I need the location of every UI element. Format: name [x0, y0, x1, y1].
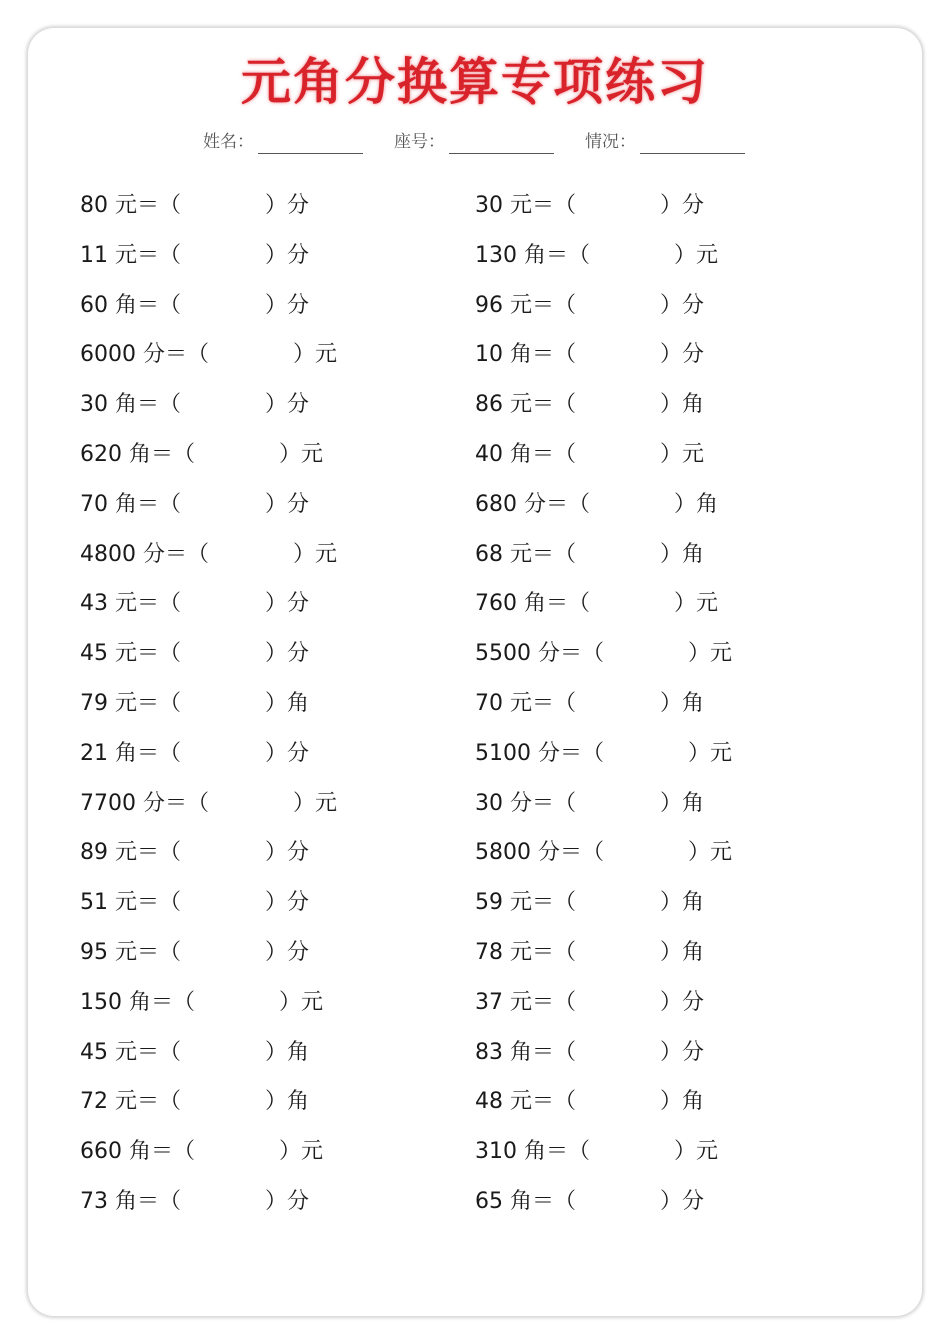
problem-left	[80, 286, 309, 326]
problem-row	[28, 186, 922, 236]
problem-unit: ）元	[279, 1139, 324, 1165]
problem-right	[475, 286, 704, 326]
problem-unit: ）分	[265, 491, 310, 517]
problem-right	[475, 535, 704, 575]
problem-question: 30 元＝（	[475, 193, 576, 218]
problem-left	[80, 833, 309, 873]
problem-unit: ）元	[674, 591, 719, 617]
problem-unit: ）分	[660, 342, 705, 368]
problem-question: 6000 分＝（	[80, 342, 209, 368]
problem-right	[475, 186, 704, 226]
problem-unit: ）分	[660, 989, 705, 1015]
problem-question: 78 元＝（	[475, 939, 576, 965]
problem-left	[80, 236, 309, 276]
problem-unit: ）元	[687, 840, 732, 866]
problem-left	[80, 933, 309, 973]
problem-right	[475, 485, 718, 525]
worksheet-page	[28, 28, 922, 1316]
problem-unit: ）角	[660, 690, 705, 716]
problem-question: 40 角＝（	[475, 441, 576, 467]
problem-unit: ）分	[265, 939, 310, 965]
problem-unit: ）元	[674, 242, 719, 268]
problem-right	[475, 584, 718, 624]
problem-unit: ）元	[292, 342, 337, 368]
problem-unit: ）角	[674, 491, 719, 517]
name-label: 姓名：	[203, 132, 254, 152]
problem-row	[28, 236, 922, 286]
problem-question: 310 角＝（	[475, 1139, 590, 1165]
problem-left	[80, 1182, 309, 1222]
problem-left	[80, 1033, 309, 1073]
problem-unit: ）分	[265, 641, 310, 667]
problem-unit: ）分	[265, 740, 310, 766]
problem-unit: ）分	[660, 1188, 705, 1214]
name-blank-line[interactable]	[258, 135, 363, 154]
problem-left	[80, 186, 309, 226]
problem-question: 7700 分＝（	[80, 790, 209, 816]
problem-question: 68 元＝（	[475, 541, 576, 567]
problem-question: 680 分＝（	[475, 491, 590, 517]
problem-unit: ）角	[660, 1089, 705, 1115]
problem-right	[475, 684, 704, 724]
problem-right	[475, 1082, 704, 1122]
problem-row	[28, 1082, 922, 1132]
problem-right	[475, 1132, 718, 1172]
problem-unit: ）分	[265, 1188, 310, 1214]
problem-unit: ）角	[265, 1089, 310, 1115]
problem-question: 83 角＝（	[475, 1039, 576, 1065]
problem-question: 79 元＝（	[80, 690, 181, 716]
status-field[interactable]	[585, 130, 745, 154]
problem-question: 65 角＝（	[475, 1188, 576, 1214]
name-field[interactable]	[203, 130, 363, 154]
problem-row	[28, 535, 922, 585]
problem-unit: ）角	[265, 690, 310, 716]
problem-unit: ）分	[660, 292, 705, 318]
problem-row	[28, 1182, 922, 1232]
problem-right	[475, 983, 704, 1023]
problem-unit: ）元	[687, 740, 732, 766]
problem-unit: ）元	[292, 790, 337, 816]
problem-left	[80, 385, 309, 425]
problem-right	[475, 385, 704, 425]
problem-unit: ）元	[292, 541, 337, 567]
problem-row	[28, 335, 922, 385]
problem-unit: ）角	[660, 790, 705, 816]
problem-question: 11 元＝（	[80, 242, 181, 268]
problem-left	[80, 435, 323, 475]
problem-question: 45 元＝（	[80, 641, 181, 667]
problem-unit: ）分	[265, 392, 310, 418]
student-info-row	[28, 130, 922, 154]
problem-question: 37 元＝（	[475, 989, 576, 1015]
problem-question: 4800 分＝（	[80, 541, 209, 567]
problem-question: 48 元＝（	[475, 1089, 576, 1115]
problem-right	[475, 1033, 704, 1073]
problem-question: 86 元＝（	[475, 392, 576, 418]
problem-right	[475, 236, 718, 276]
problem-question: 5100 分＝（	[475, 740, 604, 766]
problem-question: 96 元＝（	[475, 292, 576, 318]
problem-row	[28, 435, 922, 485]
problem-question: 59 元＝（	[475, 890, 576, 916]
problem-left	[80, 1132, 323, 1172]
problem-unit: ）分	[660, 1039, 705, 1065]
problem-left	[80, 1082, 309, 1122]
problem-question: 60 角＝（	[80, 292, 181, 318]
problem-question: 73 角＝（	[80, 1188, 181, 1214]
problem-right	[475, 634, 732, 674]
problem-unit: ）元	[279, 989, 324, 1015]
problem-right	[475, 933, 704, 973]
problem-right	[475, 335, 704, 375]
problem-unit: ）角	[660, 939, 705, 965]
problem-question: 130 角＝（	[475, 242, 590, 268]
problem-question: 70 角＝（	[80, 491, 181, 517]
problem-unit: ）角	[660, 890, 705, 916]
status-label: 情况：	[585, 132, 636, 152]
seat-blank-line[interactable]	[449, 135, 554, 154]
problem-question: 95 元＝（	[80, 939, 181, 965]
problem-row	[28, 1033, 922, 1083]
problem-question: 150 角＝（	[80, 989, 195, 1015]
problem-question: 10 角＝（	[475, 342, 576, 368]
seat-label: 座号：	[394, 132, 445, 152]
problem-unit: ）分	[265, 591, 310, 617]
problem-row	[28, 1132, 922, 1182]
problem-unit: ）元	[279, 441, 324, 467]
problem-unit: ）元	[660, 441, 705, 467]
problem-row	[28, 385, 922, 435]
problem-question: 21 角＝（	[80, 740, 181, 766]
seat-field[interactable]	[394, 130, 554, 154]
problem-list	[28, 186, 922, 1232]
problem-unit: ）分	[265, 242, 310, 268]
problem-left	[80, 584, 309, 624]
problem-row	[28, 684, 922, 734]
problem-question: 5800 分＝（	[475, 840, 604, 866]
problem-left	[80, 883, 309, 923]
problem-question: 72 元＝（	[80, 1089, 181, 1115]
problem-question: 660 角＝（	[80, 1139, 195, 1165]
problem-row	[28, 983, 922, 1033]
problem-unit: ）分	[265, 193, 310, 218]
problem-left	[80, 684, 309, 724]
problem-left	[80, 335, 337, 375]
page-title: 元角分换算专项练习	[241, 53, 709, 111]
problem-question: 760 角＝（	[475, 591, 590, 617]
problem-question: 51 元＝（	[80, 890, 181, 916]
problem-right	[475, 734, 732, 774]
problem-question: 80 元＝（	[80, 193, 181, 218]
problem-right	[475, 1182, 704, 1222]
problem-row	[28, 286, 922, 336]
problem-unit: ）分	[660, 193, 705, 218]
problem-unit: ）分	[265, 840, 310, 866]
problem-left	[80, 485, 309, 525]
problem-unit: ）角	[660, 541, 705, 567]
problem-unit: ）角	[660, 392, 705, 418]
problem-question: 43 元＝（	[80, 591, 181, 617]
problem-row	[28, 833, 922, 883]
problem-row	[28, 933, 922, 983]
problem-row	[28, 784, 922, 834]
problem-question: 5500 分＝（	[475, 641, 604, 667]
problem-unit: ）元	[687, 641, 732, 667]
problem-unit: ）分	[265, 292, 310, 318]
problem-unit: ）角	[265, 1039, 310, 1065]
problem-row	[28, 485, 922, 535]
problem-unit: ）分	[265, 890, 310, 916]
problem-row	[28, 883, 922, 933]
problem-right	[475, 833, 732, 873]
problem-question: 30 角＝（	[80, 392, 181, 418]
problem-question: 89 元＝（	[80, 840, 181, 866]
problem-question: 70 元＝（	[475, 690, 576, 716]
problem-right	[475, 784, 704, 824]
problem-unit: ）元	[674, 1139, 719, 1165]
status-blank-line[interactable]	[640, 135, 745, 154]
problem-left	[80, 784, 337, 824]
problem-row	[28, 734, 922, 784]
problem-left	[80, 734, 309, 774]
problem-row	[28, 584, 922, 634]
problem-right	[475, 435, 704, 475]
problem-row	[28, 634, 922, 684]
problem-left	[80, 634, 309, 674]
problem-question: 45 元＝（	[80, 1039, 181, 1065]
problem-left	[80, 983, 323, 1023]
problem-left	[80, 535, 337, 575]
problem-right	[475, 883, 704, 923]
problem-question: 620 角＝（	[80, 441, 195, 467]
problem-question: 30 分＝（	[475, 790, 576, 816]
